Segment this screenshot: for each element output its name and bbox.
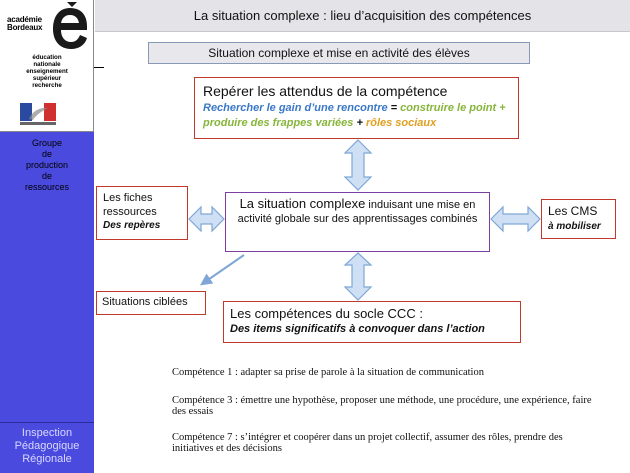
box-cms: [541, 199, 616, 239]
sidebar-bottom-line-3: Régionale: [22, 453, 72, 465]
attendus-seg-roles: rôles sociaux: [365, 117, 437, 129]
sidebar-top-line-2: de: [41, 149, 52, 159]
arrow-center-bottom: [345, 253, 371, 300]
academie-line-1: académie: [7, 15, 42, 24]
ministry-line-1: éducation: [32, 54, 62, 61]
fiches-ressources-title: Les fiches ressources: [103, 192, 157, 218]
attendus-detail: [203, 101, 510, 131]
arrow-left-center: [189, 207, 224, 231]
box-situation-complexe: [225, 192, 490, 252]
sidebar-top-line-3: production: [25, 160, 69, 170]
box-fiches-ressources: [96, 186, 188, 240]
ministry-line-3: enseignement: [26, 68, 68, 75]
fiches-ressources-subtitle: Des repères: [103, 220, 161, 231]
competence-1: Compétence 1 : adapter sa prise de parole à la situation de communication: [172, 367, 484, 378]
attendus-seg-point: construire le point + produire des frappes variées: [203, 102, 506, 129]
sidebar-top-line-1: Groupe: [31, 138, 63, 148]
cms-subtitle: à mobiliser: [548, 221, 601, 232]
competence-7: Compétence 7 : s’intégrer et coopérer dans un projet collectif, assumer des rôles, prendre des initiatives et des décisions: [172, 432, 563, 454]
sidebar-top-line-4: de: [41, 171, 52, 181]
box-attendus-competence: [194, 77, 519, 139]
situation-complexe-title: La situation complexe: [239, 196, 366, 211]
attendus-op-equals: =: [387, 102, 401, 114]
attendus-title: Repérer les attendus de la compétence: [203, 83, 448, 99]
sidebar-bottom-line-1: Inspection: [21, 427, 73, 439]
ministry-line-2: nationale: [33, 61, 61, 68]
academie-line-2: Bordeaux: [7, 23, 43, 32]
sidebar-top-line-5: ressources: [24, 182, 69, 192]
box-competences-socle: [223, 301, 521, 343]
ministry-line-4: supérieur: [32, 75, 62, 82]
page-title: La situation complexe : lieu d’acquisition des compétences: [193, 8, 532, 23]
diagram-subtitle: Situation complexe et mise en activité des élèves: [148, 42, 530, 64]
arrow-center-right: [491, 207, 540, 231]
attendus-op-plus: +: [353, 117, 366, 129]
arrow-to-situations: [202, 255, 244, 284]
ministry-line-5: recherche: [32, 82, 62, 89]
situation-complexe-text: induisant une mise en activité globale sur des apprentissages combinés: [237, 199, 478, 225]
sidebar-bottom-line-2: Pédagogique: [14, 440, 80, 452]
box-situations-ciblees: Situations ciblées: [96, 291, 206, 315]
arrow-top-center: [345, 140, 371, 190]
competences-socle-subtitle: Des items significatifs à convoquer dans l’action: [230, 323, 485, 335]
cms-title: Les CMS: [548, 204, 598, 218]
competence-3: Compétence 3 : émettre une hypothèse, proposer une méthode, une procédure, une expérience, faire des essais: [172, 395, 592, 417]
competences-socle-title: Les compétences du socle CCC :: [230, 306, 423, 321]
attendus-seg-rencontre: Rechercher le gain d’une rencontre: [203, 102, 388, 114]
